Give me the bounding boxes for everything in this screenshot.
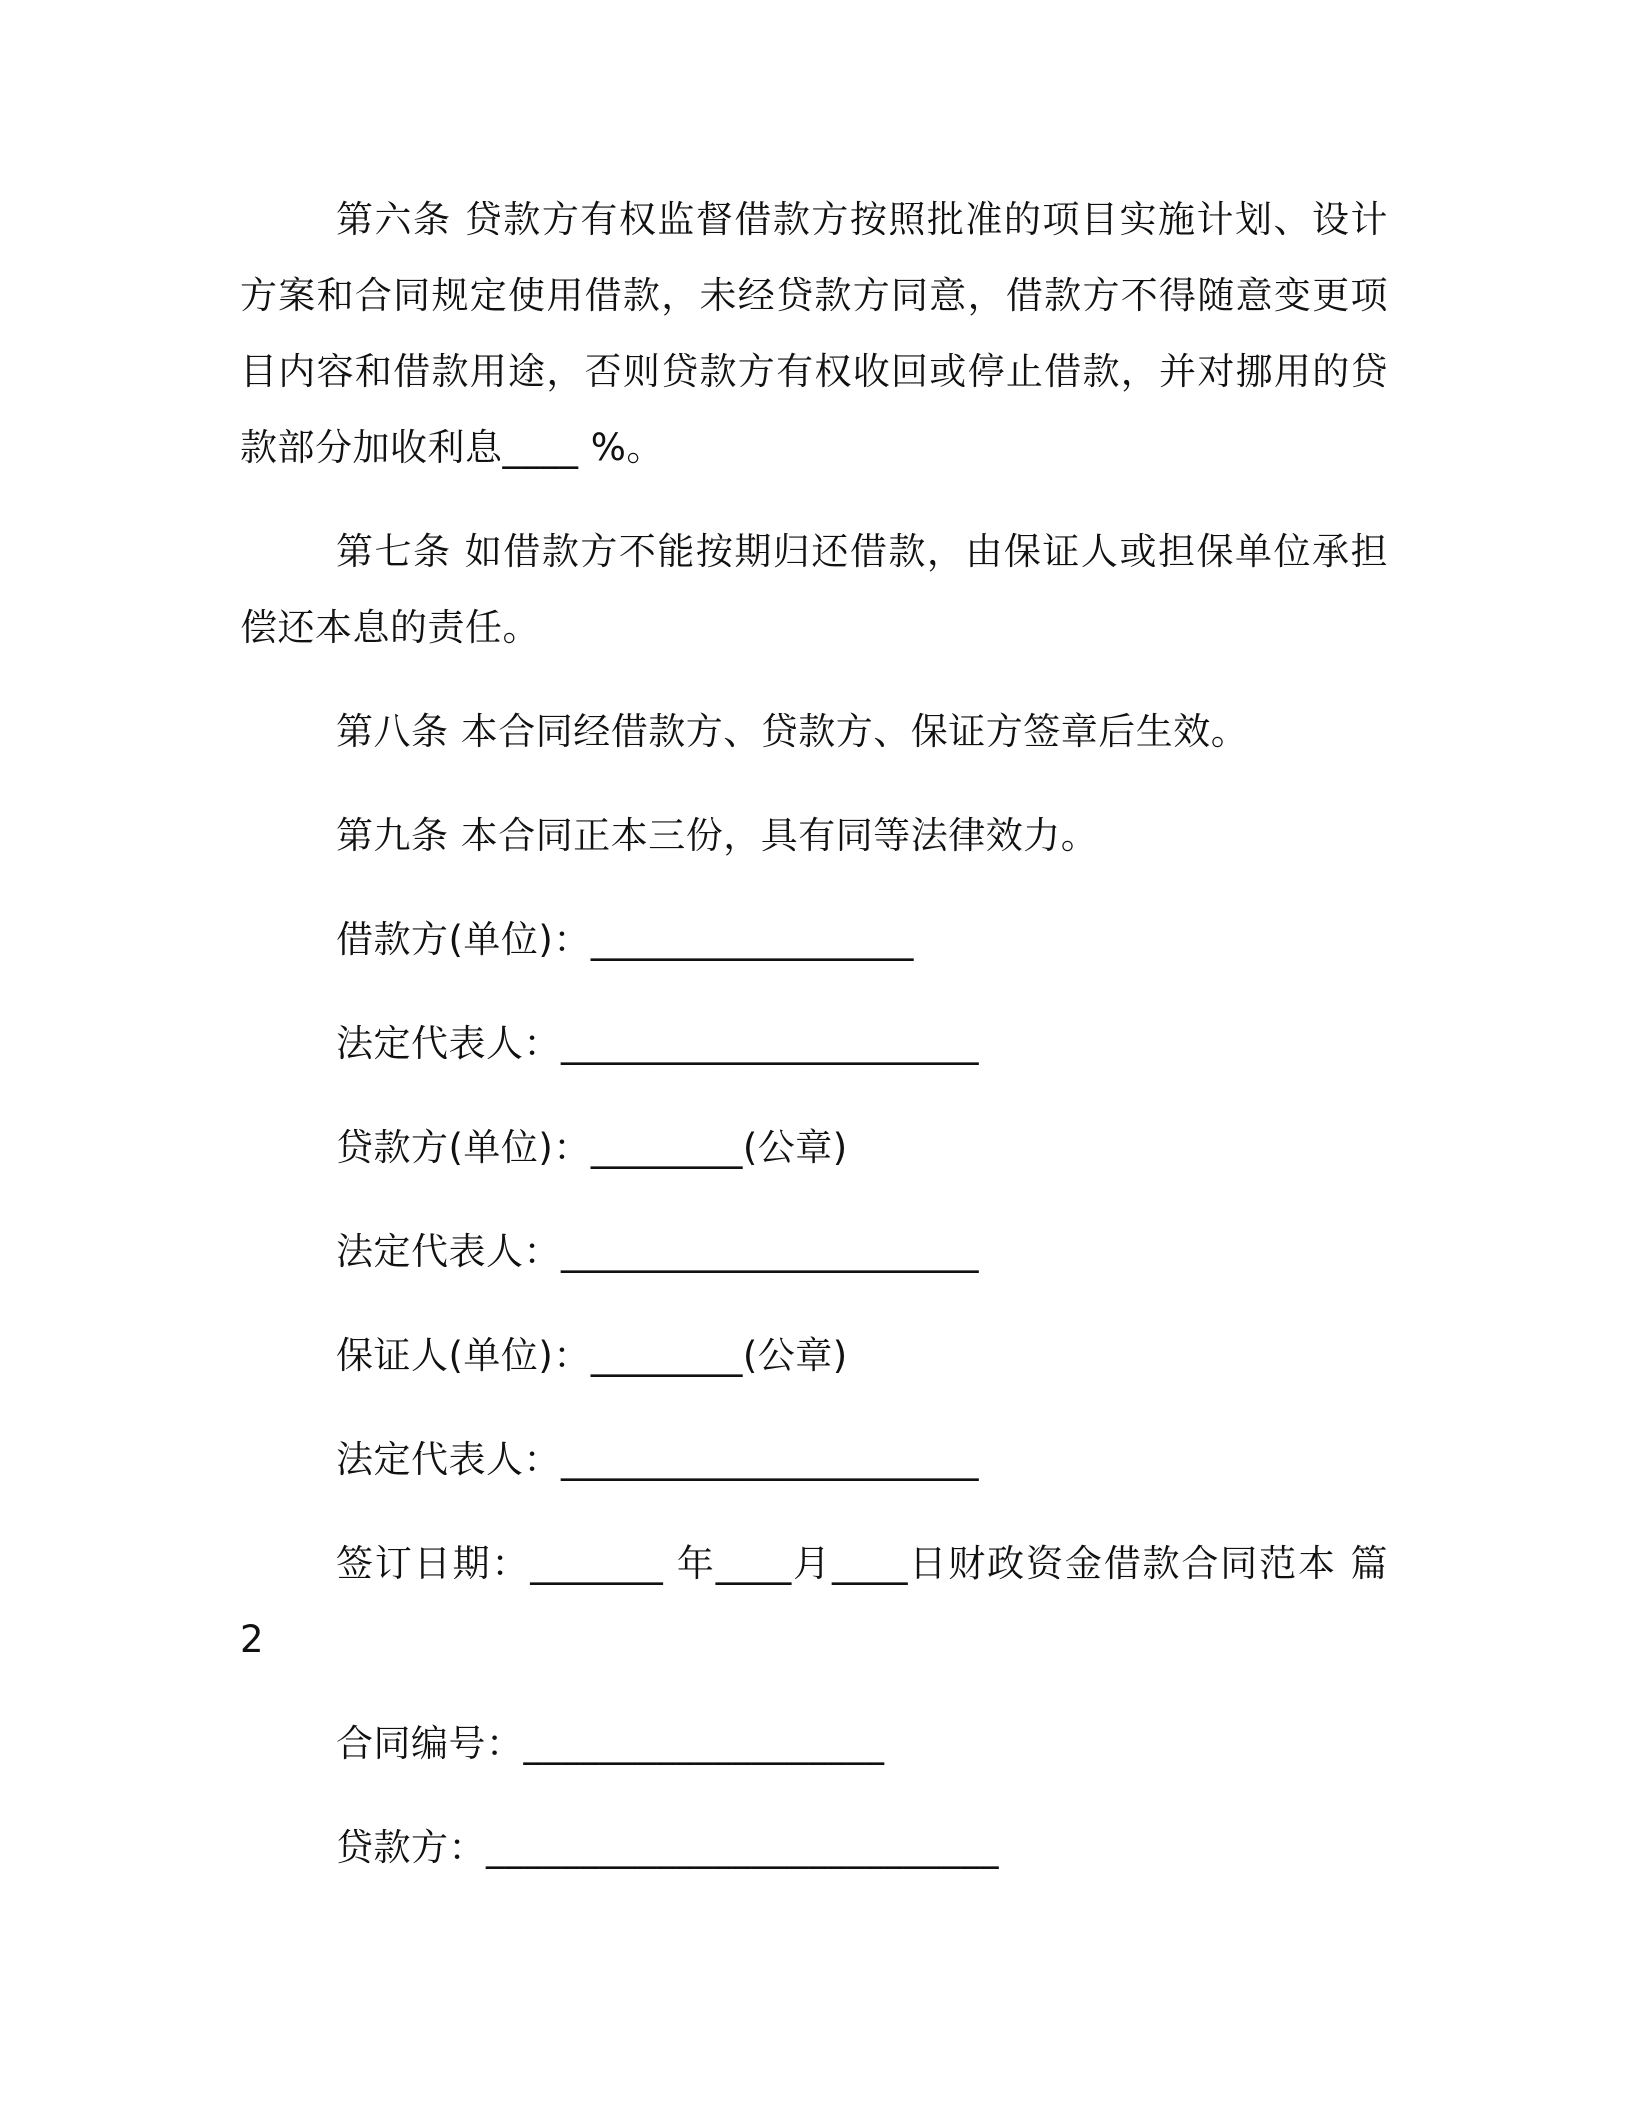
lender-field: 贷款方：___________________________ (336, 1826, 999, 1869)
article-7: 第七条 如借款方不能按期归还借款，由保证人或担保单位承担偿还本息的责任。 (240, 530, 1388, 649)
article-6: 第六条 贷款方有权监督借款方按照批准的项目实施计划、设计方案和合同规定使用借款，未经贷款方同意，借款方不得随意变更项目内容和借款用途，否则贷款方有权收回或停止借款，并对挪用的贷款部分加收利息____ %。 (240, 198, 1388, 469)
borrower-unit-field: 借款方(单位)：_________________ (336, 918, 914, 961)
lender-unit-field: 贷款方(单位)：________(公章) (336, 1126, 848, 1169)
lender-legal-rep-field: 法定代表人：______________________ (336, 1230, 979, 1273)
article-9: 第九条 本合同正本三份，具有同等法律效力。 (336, 814, 1099, 857)
borrower-legal-rep-field: 法定代表人：______________________ (336, 1022, 979, 1065)
sign-date-and-next-title: 签订日期：_______ 年____月____日财政资金借款合同范本 篇 2 (240, 1542, 1388, 1661)
contract-number-field: 合同编号：___________________ (336, 1722, 885, 1765)
document-body (240, 182, 1388, 1914)
article-8: 第八条 本合同经借款方、贷款方、保证方签章后生效。 (336, 710, 1249, 753)
guarantor-legal-rep-field: 法定代表人：______________________ (336, 1438, 979, 1481)
guarantor-unit-field: 保证人(单位)：________(公章) (336, 1334, 848, 1377)
